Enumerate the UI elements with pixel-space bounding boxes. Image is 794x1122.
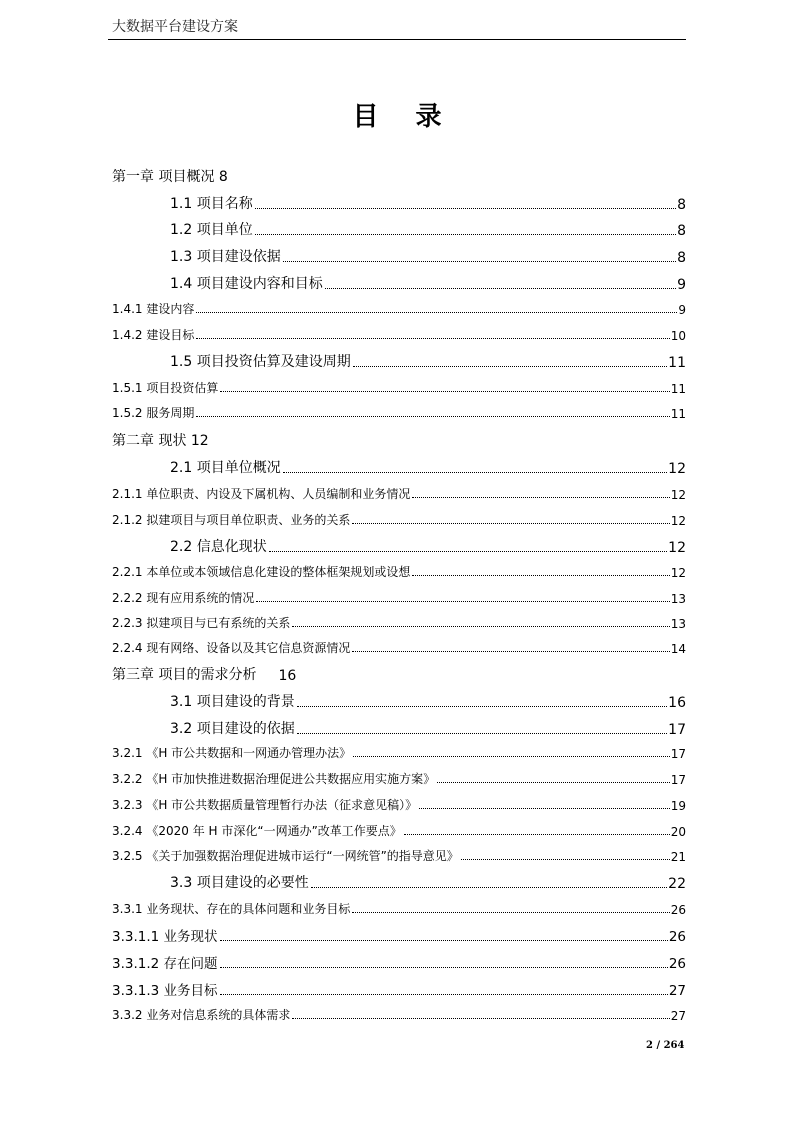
toc-entry[interactable] [112, 511, 686, 528]
toc-entry-text: 1.2 项目单位 [170, 222, 253, 238]
toc-entry[interactable] [170, 691, 686, 711]
toc-entry[interactable] [112, 952, 686, 972]
toc-entry[interactable] [112, 900, 686, 917]
toc-entry[interactable] [170, 351, 686, 371]
toc-entry[interactable] [170, 219, 686, 239]
toc-page-number: 11 [668, 355, 686, 371]
toc-entry-text: 1.5.1 项目投资估算 [112, 381, 219, 395]
toc-entry[interactable] [170, 536, 686, 556]
toc-entry[interactable] [112, 614, 686, 631]
toc-entry-text: 2.1.2 拟建项目与项目单位职责、业务的关系 [112, 513, 351, 527]
toc-page-number: 17 [670, 747, 686, 761]
toc-entry[interactable] [170, 273, 686, 293]
toc-entry-text: 1.1 项目名称 [170, 196, 253, 212]
toc-page-number: 14 [670, 642, 686, 656]
toc-entry-text: 3.2 项目建设的依据 [170, 721, 295, 737]
toc-page-number: 13 [670, 617, 686, 631]
toc-entry[interactable] [112, 300, 686, 317]
toc-entry-text: 3.2.2 《H 市加快推进数据治理促进公共数据应用实施方案》 [112, 772, 436, 786]
toc-entry[interactable] [170, 872, 686, 892]
toc-entry-text: 3.3.1.2 存在问题 [112, 956, 218, 972]
toc-entry[interactable] [112, 379, 686, 396]
toc-page-number: 22 [668, 876, 686, 892]
toc-page-number: 16 [668, 695, 686, 711]
toc-page-number: 8 [677, 223, 686, 239]
toc-entry[interactable] [112, 563, 686, 580]
toc-entry[interactable] [112, 770, 686, 787]
toc-page-number: 10 [670, 329, 686, 343]
toc-entry-text: 2.2 信息化现状 [170, 539, 267, 555]
toc-entry-text: 3.2.5 《关于加强数据治理促进城市运行“一网统管”的指导意见》 [112, 849, 459, 863]
toc-entry[interactable] [112, 822, 686, 839]
toc-entry[interactable] [170, 457, 686, 477]
toc-page-number: 12 [670, 488, 686, 502]
toc-entry-text: 1.5.2 服务周期 [112, 406, 195, 420]
toc-entry[interactable] [170, 193, 686, 213]
toc-entry-text: 3.1 项目建设的背景 [170, 694, 295, 710]
toc-entry[interactable] [112, 1006, 686, 1023]
toc-page-number: 16 [278, 668, 297, 684]
toc-entry-text: 1.3 项目建设依据 [170, 249, 281, 265]
toc-entry-text: 1.4.2 建设目标 [112, 328, 195, 342]
toc-entry[interactable] [112, 847, 686, 864]
toc-page-number: 12 [668, 461, 686, 477]
toc-page-number: 11 [670, 382, 686, 396]
toc-entry-text: 1.5 项目投资估算及建设周期 [170, 354, 351, 370]
toc-page-number: 12 [670, 566, 686, 580]
toc-entry[interactable] [112, 796, 686, 813]
toc-page-number: 12 [668, 540, 686, 556]
toc-entry-text: 2.2.1 本单位或本领域信息化建设的整体框架规划或设想 [112, 565, 411, 579]
toc-entry-text: 1.4.1 建设内容 [112, 302, 195, 316]
toc-entry-text: 3.3.1.3 业务目标 [112, 983, 218, 999]
toc-entry[interactable] [112, 744, 686, 761]
toc-entry-text: 第一章 项目概况 8 [112, 169, 228, 185]
toc-entry-text: 2.2.4 现有网络、设备以及其它信息资源情况 [112, 641, 351, 655]
toc-page-number: 8 [677, 197, 686, 213]
page-number: 2 / 264 [646, 1040, 685, 1051]
toc-entry[interactable] [112, 589, 686, 606]
toc-entry-text: 2.1 项目单位概况 [170, 460, 281, 476]
toc-entry-text: 3.3.2 业务对信息系统的具体需求 [112, 1008, 291, 1022]
toc-entry[interactable] [112, 404, 686, 421]
toc-chapter[interactable] [112, 430, 412, 450]
toc-page-number: 19 [670, 799, 686, 813]
toc-page-number: 11 [670, 407, 686, 421]
toc-entry[interactable] [170, 718, 686, 738]
toc-page-number: 26 [668, 929, 686, 945]
toc-entry-text: 3.2.1 《H 市公共数据和一网通办管理办法》 [112, 746, 352, 760]
toc-page-number: 26 [668, 956, 686, 972]
toc-heading: 目 录 [352, 102, 456, 132]
toc-entry-text: 2.2.3 拟建项目与已有系统的关系 [112, 616, 291, 630]
toc-page-number: 26 [670, 903, 686, 917]
toc-entry-text: 第三章 项目的需求分析 [112, 667, 257, 683]
toc-entry-text: 3.3 项目建设的必要性 [170, 875, 309, 891]
toc-page-number: 21 [670, 850, 686, 864]
toc-entry[interactable] [112, 979, 686, 999]
toc-page-number: 13 [670, 592, 686, 606]
toc-page-number: 17 [668, 722, 686, 738]
toc-entry[interactable] [170, 246, 686, 266]
toc-entry[interactable] [112, 925, 686, 945]
toc-page-number: 27 [670, 1009, 686, 1023]
toc-entry[interactable] [112, 326, 686, 343]
toc-entry-text: 1.4 项目建设内容和目标 [170, 276, 323, 292]
document-title: 大数据平台建设方案 [112, 19, 238, 35]
toc-entry-text: 第二章 现状 12 [112, 433, 209, 449]
toc-page-number: 8 [677, 250, 686, 266]
toc-entry-text: 3.3.1.1 业务现状 [112, 929, 218, 945]
toc-page-number: 9 [677, 277, 686, 293]
toc-page-number: 17 [670, 773, 686, 787]
toc-page-number: 9 [678, 303, 686, 317]
toc-entry-text: 3.2.4 《2020 年 H 市深化“一网通办”改革工作要点》 [112, 824, 402, 838]
toc-entry[interactable] [112, 485, 686, 502]
toc-entry[interactable] [112, 639, 686, 656]
toc-entry-text: 2.1.1 单位职责、内设及下属机构、人员编制和业务情况 [112, 487, 411, 501]
toc-chapter[interactable] [112, 664, 412, 684]
toc-page-number: 27 [668, 983, 686, 999]
toc-page-number: 12 [670, 514, 686, 528]
toc-chapter[interactable] [112, 166, 412, 186]
toc-entry-text: 2.2.2 现有应用系统的情况 [112, 591, 255, 605]
toc-page-number: 20 [670, 825, 686, 839]
toc-entry-text: 3.3.1 业务现状、存在的具体问题和业务目标 [112, 902, 351, 916]
toc-entry-text: 3.2.3 《H 市公共数据质量管理暂行办法（征求意见稿）》 [112, 798, 418, 812]
